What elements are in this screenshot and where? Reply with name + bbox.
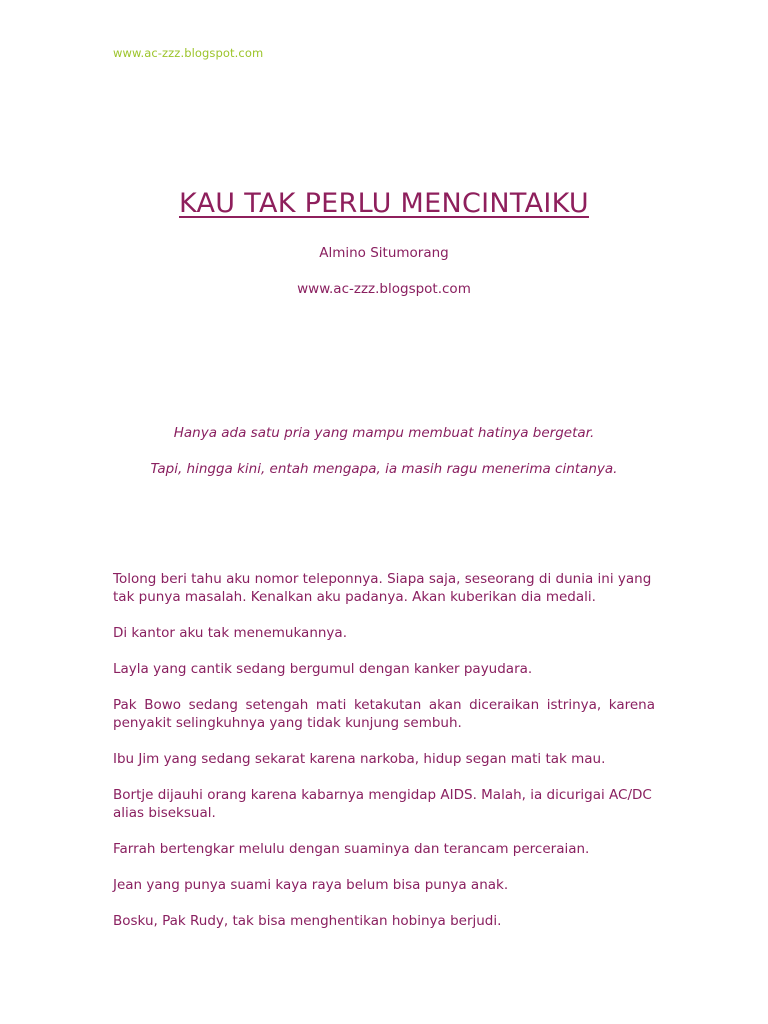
body-text xyxy=(113,570,655,948)
paragraph: Bosku, Pak Rudy, tak bisa menghentikan hobinya berjudi. xyxy=(113,913,502,929)
header-url: www.ac-zzz.blogspot.com xyxy=(113,46,264,60)
paragraph: Di kantor aku tak menemukannya. xyxy=(113,625,347,641)
paragraph: Ibu Jim yang sedang sekarat karena narkoba, hidup segan mati tak mau. xyxy=(113,751,606,767)
tagline-2: Tapi, hingga kini, entah mengapa, ia masih ragu menerima cintanya. xyxy=(150,461,618,477)
paragraph: Pak Bowo sedang setengah mati ketakutan akan diceraikan istrinya, karena penyakit selingkuhnya yang tidak kunjung sembuh. xyxy=(113,697,655,731)
paragraph: Tolong beri tahu aku nomor teleponnya. Siapa saja, seseorang di dunia ini yang tak punya masalah. Kenalkan aku padanya. Akan kuberikan dia medali. xyxy=(113,571,652,605)
paragraph: Farrah bertengkar melulu dengan suaminya dan terancam perceraian. xyxy=(113,841,590,857)
paragraph: Jean yang punya suami kaya raya belum bisa punya anak. xyxy=(113,877,509,893)
paragraph: Layla yang cantik sedang bergumul dengan kanker payudara. xyxy=(113,661,533,677)
paragraph: Bortje dijauhi orang karena kabarnya mengidap AIDS. Malah, ia dicurigai AC/DC alias biseksual. xyxy=(113,787,652,821)
author-name: Almino Situmorang xyxy=(319,245,449,261)
site-url: www.ac-zzz.blogspot.com xyxy=(297,281,471,297)
tagline-1: Hanya ada satu pria yang mampu membuat hatinya bergetar. xyxy=(173,425,595,441)
document-title: KAU TAK PERLU MENCINTAIKU xyxy=(179,188,589,219)
